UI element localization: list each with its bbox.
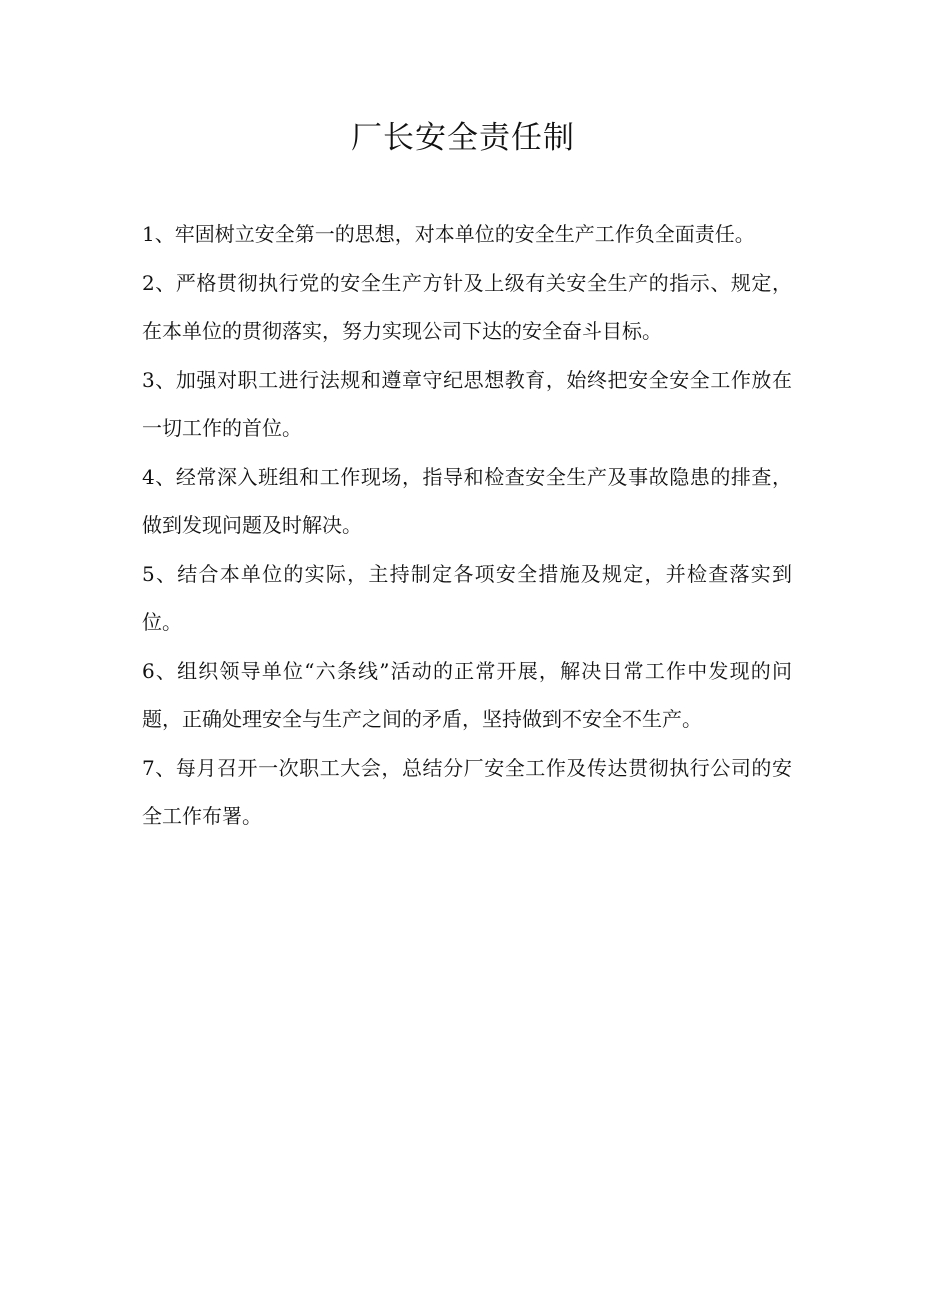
list-item: 1、牢固树立安全第一的思想，对本单位的安全生产工作负全面责任。 xyxy=(142,222,755,246)
list-item: 3、加强对职工进行法规和遵章守纪思想教育，始终把安全安全工作放在一切工作的首位。 xyxy=(142,367,792,440)
list-item: 6、组织领导单位“六条线”活动的正常开展，解决日常工作中发现的问题，正确处理安全与生产之间的矛盾，坚持做到不安全不生产。 xyxy=(142,658,792,731)
list-item: 7、每月召开一次职工大会，总结分厂安全工作及传达贯彻执行公司的安全工作布署。 xyxy=(142,755,792,828)
page-title: 厂长安全责任制 xyxy=(351,120,575,156)
list-item: 2、严格贯彻执行党的安全生产方针及上级有关安全生产的指示、规定，在本单位的贯彻落实，努力实现公司下达的安全奋斗目标。 xyxy=(142,270,792,343)
list-item: 5、结合本单位的实际，主持制定各项安全措施及规定，并检查落实到位。 xyxy=(142,561,792,634)
list-item: 4、经常深入班组和工作现场，指导和检查安全生产及事故隐患的排查，做到发现问题及时解决。 xyxy=(142,464,792,537)
responsibility-list xyxy=(142,210,792,841)
